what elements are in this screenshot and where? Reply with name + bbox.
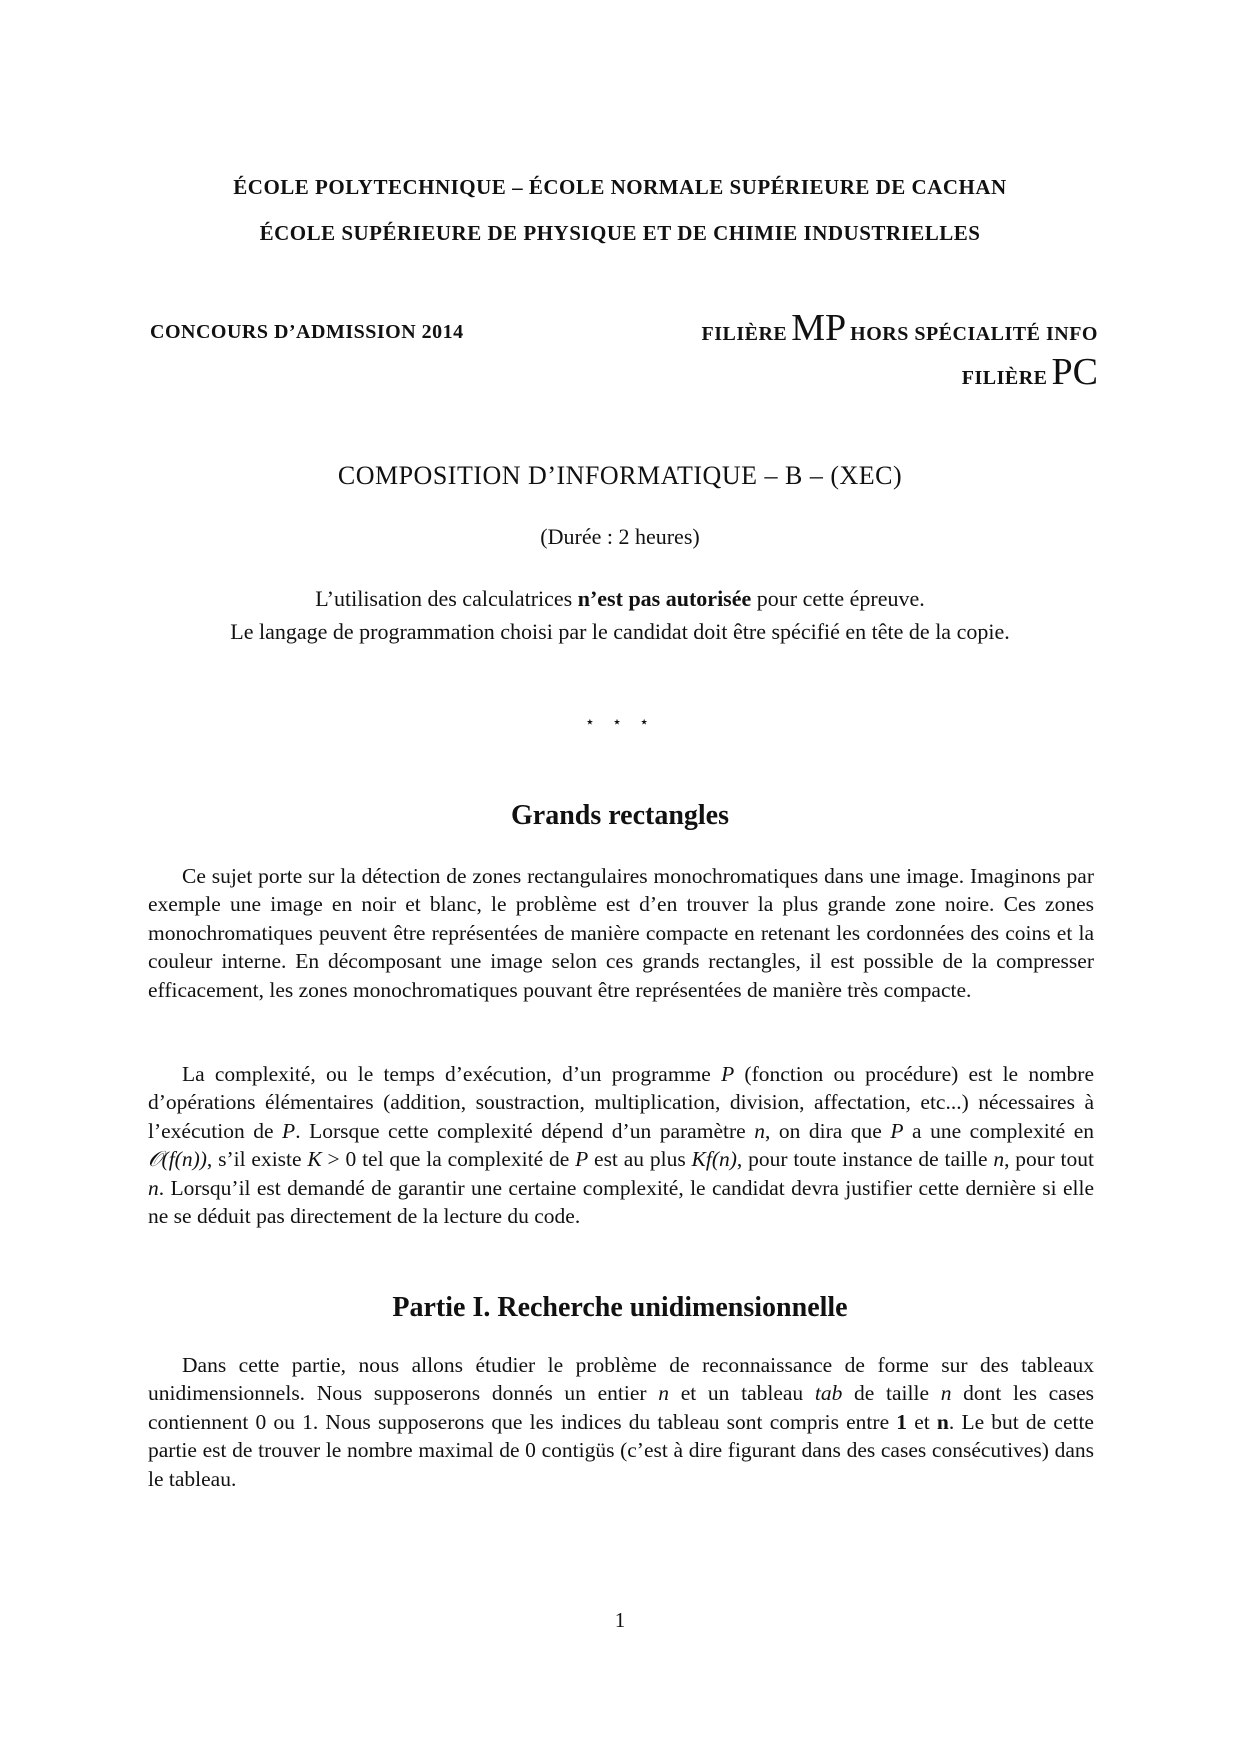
- filiere-pc-prefix: FILIÈRE: [961, 367, 1048, 389]
- duration: (Durée : 2 heures): [540, 524, 700, 549]
- header-line-1: ÉCOLE POLYTECHNIQUE – ÉCOLE NORMALE SUPÉRIEURE DE CACHAN: [233, 175, 1007, 199]
- paragraph-intro: Ce sujet porte sur la détection de zones rectangulaires monochromatiques dans une image. Imaginons par exemple une image en noir et blanc, le problème est d’en trouver la plus grande zone noire. Ces zones monochromatiques peuvent être représentées de manière compacte en retenant les cordonnées des coins et la couleur interne. En décomposant une image selon ces grands rectangles, il est possible de la compresser efficacement, les zones monochromatiques pouvant être représentées de manière très compacte.: [148, 864, 1094, 1002]
- separator-stars: ⋆ ⋆ ⋆: [584, 712, 656, 731]
- instruction-language: Le langage de programmation choisi par le candidat doit être spécifié en tête de la copie.: [230, 619, 1010, 644]
- filiere-mp-suffix: HORS SPÉCIALITÉ INFO: [850, 323, 1098, 345]
- instr-bold: n’est pas autorisée: [577, 586, 752, 611]
- filiere-mp: [701, 306, 1098, 350]
- concours-label: CONCOURS D’ADMISSION 2014: [150, 321, 464, 343]
- filiere-pc-name: PC: [1051, 351, 1098, 393]
- paragraph-partie-1: Dans cette partie, nous allons étudier le problème de reconnaissance de forme sur des tableaux unidimensionnels. Nous supposerons donnés un entier n et un tableau tab de taille n dont les cases contiennent 0 ou 1. Nous supposerons que les indices du tableau sont compris entre 1 et n. Le but de cette partie est de trouver le nombre maximal de 0 contigüs (c’est à dire figurant dans des cases consécutives) dans le tableau.: [148, 1353, 1094, 1491]
- section-title-partie-1: Partie I. Recherche unidimensionnelle: [392, 1292, 848, 1323]
- filiere-mp-prefix: FILIÈRE: [701, 323, 788, 345]
- filiere-pc: [962, 350, 1098, 394]
- composition-title: COMPOSITION D’INFORMATIQUE – B – (XEC): [337, 461, 903, 490]
- instruction-calculators: [0, 586, 1240, 612]
- instr-text-end: pour cette épreuve.: [751, 586, 925, 611]
- section-title-grands-rectangles: Grands rectangles: [510, 800, 730, 831]
- instr-text: L’utilisation des calculatrices: [315, 586, 578, 611]
- paragraph-complexity: La complexité, ou le temps d’exécution, d’un programme P (fonction ou procédure) est le nombre d’opérations élémentaires (addition, soustraction, multiplication, division, affectation, etc...) nécessaires à l’exécution de P. Lorsque cette complexité dépend d’un paramètre n, on dira que P a une complexité en 𝒪(f(n)), s’il existe K > 0 tel que la complexité de P est au plus Kf(n), pour toute instance de taille n, pour tout n. Lorsqu’il est demandé de garantir une certaine complexité, le candidat devra justifier cette dernière si elle ne se déduit pas directement de la lecture du code.: [148, 1062, 1094, 1229]
- header-line-2: ÉCOLE SUPÉRIEURE DE PHYSIQUE ET DE CHIMIE INDUSTRIELLES: [259, 221, 981, 245]
- page-number: 1: [614, 1608, 626, 1632]
- filiere-mp-name: MP: [791, 307, 847, 349]
